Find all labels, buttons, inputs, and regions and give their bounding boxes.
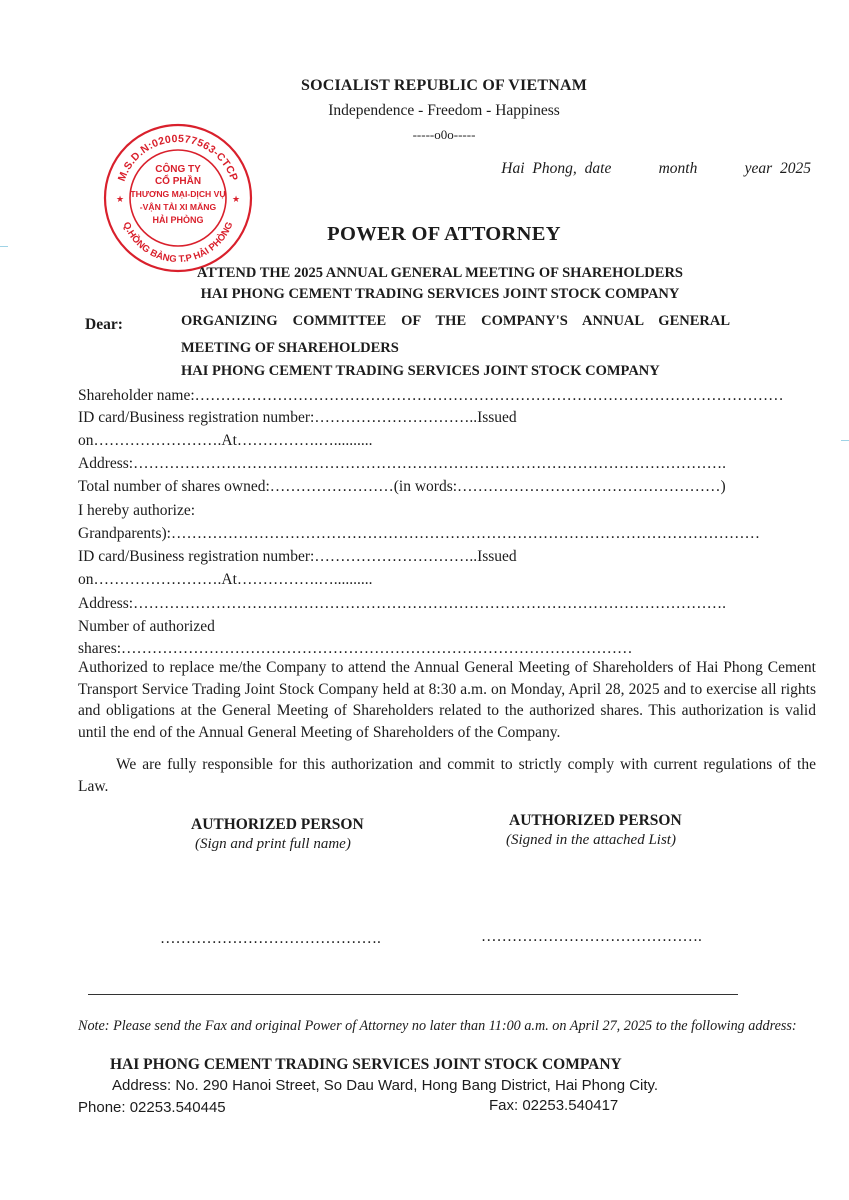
footer-divider (88, 994, 738, 995)
svg-text:★: ★ (116, 195, 125, 205)
left-signature-title: AUTHORIZED PERSON (191, 816, 364, 833)
authorized-shares-label: Number of authorized (78, 618, 215, 635)
authorized-id-field[interactable]: ID card/Business registration number:…………………………..Issued (78, 548, 517, 565)
right-signature-line[interactable]: ……………………………………. (481, 928, 702, 945)
shareholder-name-field[interactable]: Shareholder name:…………………………………………………………………………………………………… (78, 387, 784, 404)
seal-line: CÔNG TY (155, 164, 201, 175)
authorization-paragraph: Authorized to replace me/the Company to attend the Annual General Meeting of Shareholders of Hai Phong Cement Transport Service Trading Joint Stock Company held at 8:30 a.m. on Monday, April 28, 2025 and to exercise all rights and obligations at the General Meeting of Shareholders related to the authorized shares. This authorization is valid until the end of the Annual General Meeting of Shareholders of the Company. (78, 659, 816, 741)
recipient-line: ORGANIZING COMMITTEE OF THE COMPANY'S ANNUAL GENERAL (181, 313, 730, 329)
footer-company-name: HAI PHONG CEMENT TRADING SERVICES JOINT STOCK COMPANY (110, 1056, 622, 1073)
footer-address: Address: No. 290 Hanoi Street, So Dau Ward, Hong Bang District, Hai Phong City. (112, 1077, 659, 1094)
seal-line: -VẬN TẢI XI MĂNG (139, 202, 217, 212)
address-field[interactable]: Address:……………………………………………………………………………………………………. (78, 455, 726, 472)
right-signature-note: (Signed in the attached List) (506, 832, 676, 848)
subtitle-line: HAI PHONG CEMENT TRADING SERVICES JOINT STOCK COMPANY (200, 286, 680, 302)
margin-mark (0, 246, 8, 247)
document-title: POWER OF ATTORNEY (327, 223, 561, 245)
footer-fax: Fax: 02253.540417 (489, 1097, 619, 1114)
margin-mark (841, 440, 849, 441)
authorized-address-field[interactable]: Address:……………………………………………………………………………………………………. (78, 595, 726, 612)
company-seal (102, 122, 254, 274)
motto: Independence - Freedom - Happiness (328, 102, 560, 119)
authorized-issued-on-field[interactable]: on…………………….At…………….….......... (78, 571, 373, 588)
issued-on-field[interactable]: on…………………….At…………….….......... (78, 432, 373, 449)
recipient-line: HAI PHONG CEMENT TRADING SERVICES JOINT STOCK COMPANY (181, 363, 660, 379)
seal-line: HẢI PHÒNG (152, 215, 204, 225)
authorized-person-field[interactable]: Grandparents):…………………………………………………………………………………………………… (78, 525, 760, 542)
commitment-paragraph: We are fully responsible for this authorization and commit to strictly comply with current regulations of the Law. (78, 756, 816, 795)
svg-text:★: ★ (232, 195, 241, 205)
seal-bottom-text: Q.HỒNG BÀNG T.P HẢI PHÒNG (120, 220, 236, 266)
authorize-label: I hereby authorize: (78, 502, 196, 519)
authorized-shares-field[interactable]: shares:……………………………………………………………………………………… (78, 640, 633, 657)
left-signature-note: (Sign and print full name) (195, 836, 351, 852)
nation-heading: SOCIALIST REPUBLIC OF VIETNAM (300, 77, 588, 94)
fax-note: Note: Please send the Fax and original Power of Attorney no later than 11:00 a.m. on April 27, 2025 to the following address: (78, 1018, 797, 1034)
header-separator: -----o0o----- (412, 127, 476, 142)
subtitle-line: ATTEND THE 2025 ANNUAL GENERAL MEETING OF SHAREHOLDERS (197, 265, 683, 281)
dear-label: Dear: (85, 316, 123, 333)
footer-phone: Phone: 02253.540445 (78, 1099, 226, 1116)
seal-line: CỔ PHẦN (154, 176, 202, 187)
id-number-field[interactable]: ID card/Business registration number:…………………………..Issued (78, 409, 517, 426)
right-signature-title: AUTHORIZED PERSON (509, 812, 682, 829)
total-shares-field[interactable]: Total number of shares owned:……………………(in words:……………………………………………) (78, 478, 726, 495)
seal-ring-text: M.S.D.N:0200577563-CTCP (115, 132, 241, 183)
seal-line: THƯƠNG MẠI-DỊCH VỤ (130, 189, 226, 199)
recipient-line: MEETING OF SHAREHOLDERS (181, 340, 399, 356)
left-signature-line[interactable]: ……………………………………. (160, 930, 381, 947)
place-date: Hai Phong, date month year 2025 (501, 160, 811, 177)
